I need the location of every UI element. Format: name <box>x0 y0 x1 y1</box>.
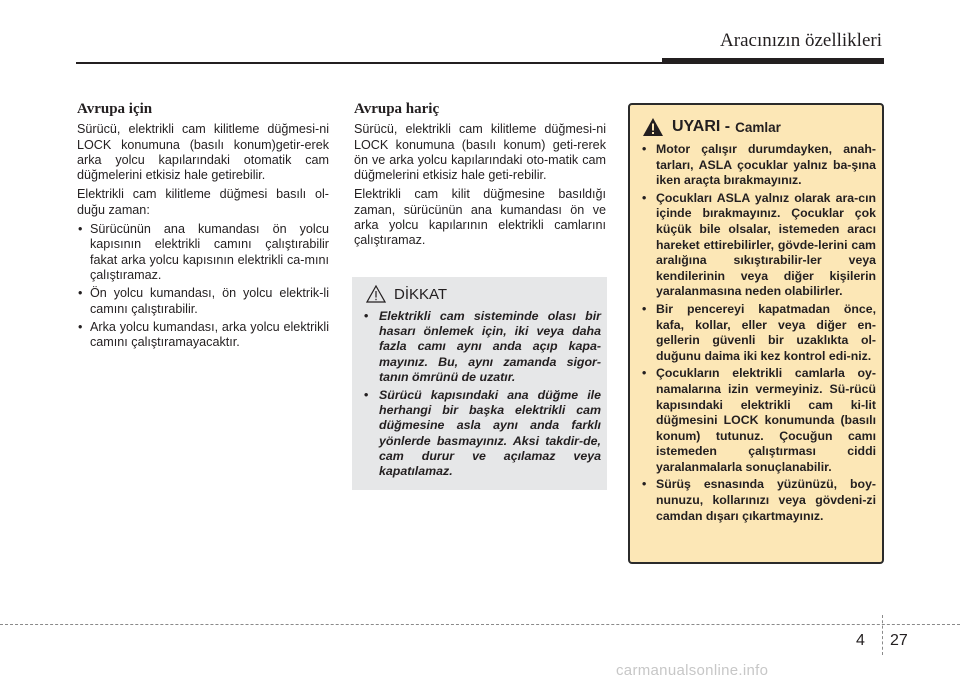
bullet-list <box>77 222 329 350</box>
list-item: • Sürüş esnasında yüzünüzü, boy-nunuzu, kollarınızı veya gövdeni-zi camdan dışarı çıkartmayınız. <box>642 477 876 524</box>
paragraph: Elektrikli cam kilit düğmesine basıldığı zaman, sürücünün ana kumandası ön ve arka yolcu kapılarının elektrikli camlarını çalıştıramaz. <box>354 187 606 248</box>
warning-list <box>642 142 876 524</box>
list-item: • Arka yolcu kumandası, arka yolcu elektrikli camını çalıştıramayacaktır. <box>77 320 329 351</box>
list-item: • Bir pencereyi kapatmadan önce, kafa, kollar, eller veya diğer en-gellerin güvenli bir uzaklıkta ol-duğunu daima iki kez kontrol edi-niz. <box>642 302 876 364</box>
warning-subtitle: Camlar <box>735 119 781 135</box>
left-column <box>77 102 329 353</box>
list-item: • Sürücü kapısındaki ana düğme ile herhangi bir başka elektrikli cam düğmesine asla aynı anda farklı yönlerde basmayınız. Aksi takdir-de, cam durur ve açılamaz veya kapatılamaz. <box>364 388 601 479</box>
section-title-avrupa-icin: Avrupa için <box>77 101 153 117</box>
page-number: 27 <box>890 632 908 649</box>
caution-box <box>352 277 607 490</box>
chapter-number: 4 <box>856 632 865 649</box>
paragraph: Sürücü, elektrikli cam kilitleme düğmesi-ni LOCK konumuna (basılı konum) geti-rerek ön ve arka yolcu kapılarındaki oto-matik cam düğmelerini etkisiz hale geti-rebilir. <box>354 122 606 183</box>
watermark: carmanualsonline.info <box>616 662 769 679</box>
caution-header <box>364 285 601 303</box>
footer-rule <box>0 624 960 625</box>
list-item: • Elektrikli cam sisteminde olası bir hasarı önlemek için, iki veya daha fazla camı aynı anda açıp kapa-mayınız. Bu, aynı zamanda sigor-tanın ömrünü de uzatır. <box>364 309 601 385</box>
caution-triangle-icon <box>366 285 386 303</box>
list-item: • Motor çalışır durumdayken, anah-tarları, ASLA çocuklar yalnız ba-şına iken araçta bırakmayınız. <box>642 142 876 189</box>
caution-list <box>364 309 601 479</box>
list-item: • Çocukları ASLA yalnız olarak ara-cın içinde bırakmayınız. Çocuklar çok küçük bile olsalar, istemeden aracı hareket ettirebilirler, gövde-lerini cam aralığına sıkıştırabilir-ler veya kendilerinin veya diğer kişilerin yaralanmasına neden olabilirler. <box>642 191 876 300</box>
list-item: • Çocukların elektrikli camlarla oy-namalarına izin vermeyiniz. Sü-rücü kapısındaki elektrikli cam ki-lit düğmesini LOCK konumunda (basılı konum) tutunuz. Çocuğun camı istemeden çalıştırması ciddi yaralanmalarla sonuçlanabilir. <box>642 366 876 475</box>
section-title-avrupa-haric: Avrupa hariç <box>354 101 440 117</box>
footer-divider <box>882 615 883 655</box>
list-item: • Sürücünün ana kumandası ön yolcu kapısının elektrikli camını çalıştırabilir fakat arka yolcu kapısının elektrikli ca-mını çalıştıramaz. <box>77 222 329 283</box>
warning-triangle-icon <box>642 117 664 137</box>
caution-title: DİKKAT <box>394 285 448 303</box>
paragraph: Elektrikli cam kilitleme düğmesi basılı ol-duğu zaman: <box>77 187 329 217</box>
warning-header <box>642 117 876 137</box>
warning-box <box>628 103 884 564</box>
header-rule-accent <box>662 58 884 64</box>
paragraph: Sürücü, elektrikli cam kilitleme düğmesi-ni LOCK konumuna (basılı konum)getir-erek arka yolcu kapılarındaki otomatik cam düğmelerini etkisiz hale getirebilir. <box>77 122 329 183</box>
warning-title: UYARI - <box>672 118 731 135</box>
middle-column <box>354 102 606 253</box>
list-item: • Ön yolcu kumandası, ön yolcu elektrik-li camını çalıştırabilir. <box>77 286 329 317</box>
page-header-title: Aracınızın özellikleri <box>720 30 882 51</box>
